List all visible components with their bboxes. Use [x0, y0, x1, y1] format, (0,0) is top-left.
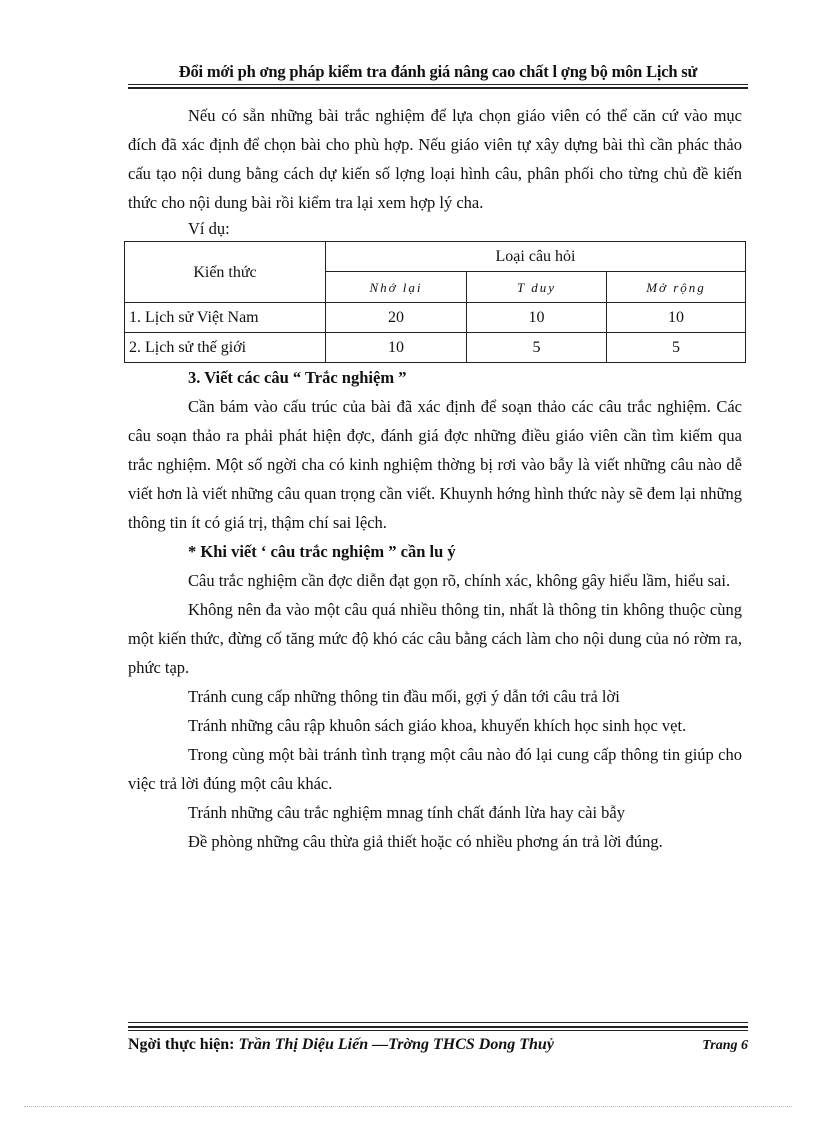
footer-author-name: Trần Thị Diệu Liến: [238, 1036, 369, 1053]
note-item: Tránh cung cấp những thông tin đầu mối, gợi ý dẫn tới câu trả lời: [188, 687, 620, 706]
note-item: Trong cùng một bài tránh tình trạng một câu nào đó lại cung cấp thông tin giúp cho việc trả lời đúng một câu khác.: [128, 745, 742, 793]
footer-rule-thin-top: [128, 1022, 748, 1023]
footer-author: [128, 1036, 554, 1053]
table-cell-topic: 1. Lịch sử Việt Nam: [125, 303, 326, 333]
note-heading: * Khi viết ‘ câu trắc nghiệm ” cần lu ý: [188, 542, 456, 561]
note-item: Tránh những câu trắc nghiệm mnag tính chất đánh lừa hay cài bẫy: [188, 803, 625, 822]
example-label: Ví dụ:: [188, 219, 230, 238]
table-cell-value: 10: [607, 303, 746, 333]
table-header-knowledge: Kiến thức: [125, 242, 326, 303]
page-header-title: Đổi mới ph ơng pháp kiểm tra đánh giá nâng cao chất l ợng bộ môn Lịch sử: [178, 62, 698, 81]
table-cell-value: 10: [326, 333, 467, 363]
table-header-question-type: Loại câu hỏi: [326, 242, 746, 272]
table-subheader-thinking: T duy: [467, 272, 607, 303]
header-rule-thin: [128, 84, 748, 85]
note-item: Đề phòng những câu thừa giả thiết hoặc có nhiều phơng án trả lời đúng.: [188, 832, 663, 851]
header-rule-thick: [128, 87, 748, 89]
footer-rule-thin-bottom: [128, 1030, 748, 1031]
intro-paragraph: Nếu có sẵn những bài trắc nghiệm để lựa chọn giáo viên có thể căn cứ vào mục đích đã xác định để chọn bài cho phù hợp. Nếu giáo viên tự xây dựng bài thì cần phác thảo cấu tạo nội dung bằng cách dự kiến số lợng loại hình câu, phân phối cho từng chủ đề kiến thức cho nội dung bài rồi kiểm tra lại xem hợp lý cha.: [128, 106, 742, 212]
note-item: Câu trắc nghiệm cần đợc diễn đạt gọn rõ, chính xác, không gây hiểu lầm, hiểu sai.: [188, 571, 731, 590]
table-cell-value: 10: [467, 303, 607, 333]
document-body: [128, 101, 742, 856]
table-row: [125, 333, 746, 363]
table-cell-topic: 2. Lịch sử thế giới: [125, 333, 326, 363]
table-subheader-extend: Mở rộng: [607, 272, 746, 303]
question-distribution-table: [124, 241, 746, 363]
table-row: [125, 303, 746, 333]
section3-paragraph: Cần bám vào cấu trúc của bài đã xác định để soạn thảo các câu trắc nghiệm. Các câu soạn thảo ra phải phát hiện đợc, đánh giá đợc những điều giáo viên cần tìm kiếm qua trắc nghiệm. Một số ngời cha có kinh nghiệm thờng bị rơi vào bẫy là viết những câu nào dễ viết hơn là viết những câu quan trọng cần viết. Khuynh hớng hình thức này sẽ đem lại những thông tin ít có giá trị, thậm chí sai lệch.: [128, 397, 742, 532]
note-item: Không nên đa vào một câu quá nhiều thông tin, nhất là thông tin không thuộc cùng một kiến thức, đừng cố tăng mức độ khó các câu bằng cách làm cho nội dung của nó rờm ra, phức tạp.: [128, 600, 742, 677]
table-cell-value: 5: [607, 333, 746, 363]
table-subheader-recall: Nhớ lại: [326, 272, 467, 303]
table-cell-value: 5: [467, 333, 607, 363]
page-footer: [128, 1036, 748, 1054]
footer-rule-thick: [128, 1026, 748, 1028]
note-item: Tránh những câu rập khuôn sách giáo khoa, khuyến khích học sinh học vẹt.: [188, 716, 687, 735]
table-cell-value: 20: [326, 303, 467, 333]
page-number: Trang 6: [702, 1038, 748, 1053]
footer-author-label: Ngời thực hiện:: [128, 1036, 235, 1053]
footer-school: —Trờng THCS Dong Thuỷ: [372, 1036, 554, 1053]
page-bottom-dotted-line: [24, 1106, 792, 1107]
section3-heading: 3. Viết các câu “ Trắc nghiệm ”: [188, 368, 407, 387]
